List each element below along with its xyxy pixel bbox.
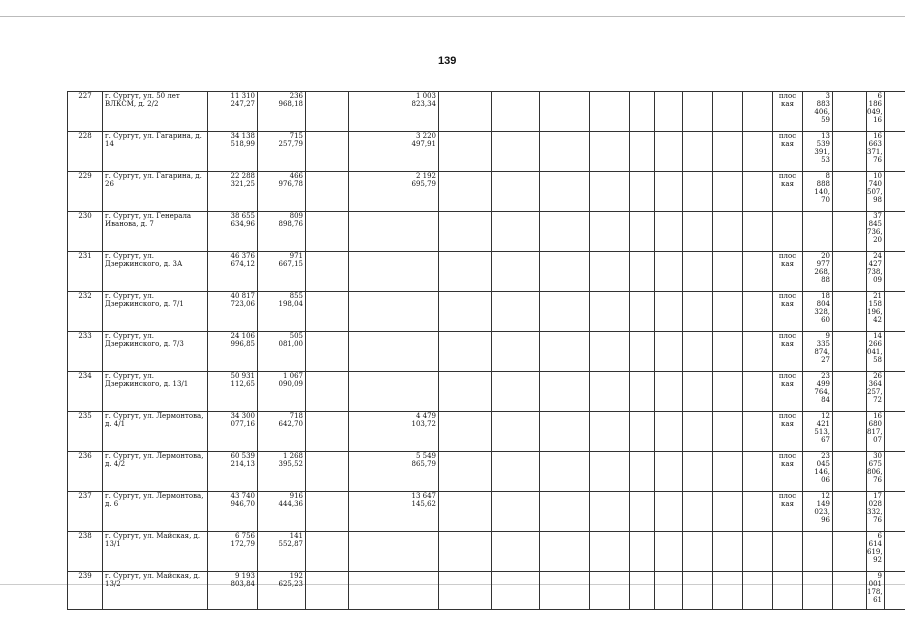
empty-cell xyxy=(630,372,655,412)
roof-type-cell: плос кая xyxy=(773,332,803,372)
roof-type-cell: плос кая xyxy=(773,92,803,132)
total-cell: 6 186 049, 16 xyxy=(867,92,885,132)
cost-b-cell: 1 268 395,52 xyxy=(258,452,306,492)
empty-cell xyxy=(713,492,743,532)
empty-cell xyxy=(713,332,743,372)
empty-cell xyxy=(683,372,713,412)
empty-cell xyxy=(492,372,540,412)
empty-cell xyxy=(306,452,349,492)
roof-type-cell: плос кая xyxy=(773,452,803,492)
empty-cell xyxy=(655,252,683,292)
empty-cell xyxy=(492,532,540,572)
empty-cell xyxy=(743,292,773,332)
empty-cell xyxy=(833,372,867,412)
empty-cell xyxy=(492,572,540,610)
empty-cell xyxy=(833,332,867,372)
empty-cell xyxy=(439,332,492,372)
empty-cell xyxy=(885,372,905,412)
empty-cell xyxy=(439,572,492,610)
row-number: 239 xyxy=(68,572,103,610)
empty-cell xyxy=(743,372,773,412)
empty-cell xyxy=(683,172,713,212)
roof-type-cell: плос кая xyxy=(773,372,803,412)
empty-cell xyxy=(885,532,905,572)
cost-a-cell: 40 817 723,06 xyxy=(208,292,258,332)
empty-cell xyxy=(713,372,743,412)
cost-a-cell: 11 310 247,27 xyxy=(208,92,258,132)
empty-cell xyxy=(833,172,867,212)
empty-cell xyxy=(713,292,743,332)
empty-cell xyxy=(655,492,683,532)
roof-type-cell: плос кая xyxy=(773,292,803,332)
empty-cell xyxy=(590,212,630,252)
empty-cell xyxy=(439,292,492,332)
roof-cost-cell: 20 977 268, 88 xyxy=(803,252,833,292)
empty-cell xyxy=(713,532,743,572)
row-number: 231 xyxy=(68,252,103,292)
empty-cell xyxy=(683,212,713,252)
page-number: 139 xyxy=(438,55,457,67)
empty-cell xyxy=(630,492,655,532)
empty-cell xyxy=(833,132,867,172)
empty-cell xyxy=(833,212,867,252)
cost-a-cell: 6 756 172,79 xyxy=(208,532,258,572)
cost-a-cell: 50 931 112,65 xyxy=(208,372,258,412)
empty-cell xyxy=(306,252,349,292)
empty-cell xyxy=(630,412,655,452)
row-number: 235 xyxy=(68,412,103,452)
empty-cell xyxy=(306,492,349,532)
total-cell: 24 427 738, 09 xyxy=(867,252,885,292)
empty-cell xyxy=(630,332,655,372)
cost-b-cell: 505 081,00 xyxy=(258,332,306,372)
empty-cell xyxy=(590,492,630,532)
empty-cell xyxy=(540,532,590,572)
cost-c-cell: 3 220 497,91 xyxy=(349,132,439,172)
row-number: 232 xyxy=(68,292,103,332)
empty-cell xyxy=(439,372,492,412)
row-number: 234 xyxy=(68,372,103,412)
cost-a-cell: 60 539 214,13 xyxy=(208,452,258,492)
cost-c-cell: 2 192 695,79 xyxy=(349,172,439,212)
scan-edge-top xyxy=(0,16,905,17)
address-cell: г. Сургут, ул. Генерала Иванова, д. 7 xyxy=(103,212,208,252)
cost-c-cell xyxy=(349,532,439,572)
address-cell: г. Сургут, ул. 50 лет ВЛКСМ, д. 2/2 xyxy=(103,92,208,132)
table-row xyxy=(68,412,905,452)
empty-cell xyxy=(439,212,492,252)
empty-cell xyxy=(590,292,630,332)
empty-cell xyxy=(630,92,655,132)
empty-cell xyxy=(743,252,773,292)
empty-cell xyxy=(590,372,630,412)
empty-cell xyxy=(630,132,655,172)
address-cell: г. Сургут, ул. Лермонтова, д. 6 xyxy=(103,492,208,532)
table-row xyxy=(68,492,905,532)
cost-c-cell: 1 003 823,34 xyxy=(349,92,439,132)
roof-cost-cell: 8 888 140, 70 xyxy=(803,172,833,212)
cost-a-cell: 38 655 634,96 xyxy=(208,212,258,252)
empty-cell xyxy=(630,572,655,610)
empty-cell xyxy=(540,572,590,610)
cost-a-cell: 46 376 674,12 xyxy=(208,252,258,292)
empty-cell xyxy=(683,452,713,492)
empty-cell xyxy=(833,252,867,292)
empty-cell xyxy=(885,412,905,452)
roof-type-cell: плос кая xyxy=(773,412,803,452)
table-row xyxy=(68,292,905,332)
empty-cell xyxy=(540,252,590,292)
empty-cell xyxy=(683,532,713,572)
empty-cell xyxy=(439,172,492,212)
cost-b-cell: 971 667,15 xyxy=(258,252,306,292)
empty-cell xyxy=(630,292,655,332)
cost-b-cell: 466 976,78 xyxy=(258,172,306,212)
empty-cell xyxy=(713,252,743,292)
empty-cell xyxy=(833,452,867,492)
total-cell: 17 028 332, 76 xyxy=(867,492,885,532)
empty-cell xyxy=(683,132,713,172)
empty-cell xyxy=(833,412,867,452)
total-cell: 6 614 619, 92 xyxy=(867,532,885,572)
empty-cell xyxy=(655,212,683,252)
empty-cell xyxy=(306,532,349,572)
empty-cell xyxy=(885,212,905,252)
empty-cell xyxy=(540,492,590,532)
empty-cell xyxy=(885,492,905,532)
total-cell: 21 158 196, 42 xyxy=(867,292,885,332)
cost-a-cell: 22 288 321,25 xyxy=(208,172,258,212)
empty-cell xyxy=(655,292,683,332)
roof-type-cell: плос кая xyxy=(773,132,803,172)
empty-cell xyxy=(713,132,743,172)
cost-c-cell xyxy=(349,292,439,332)
table-body xyxy=(68,92,905,610)
roof-type-cell: плос кая xyxy=(773,172,803,212)
empty-cell xyxy=(833,572,867,610)
cost-a-cell: 34 300 077,16 xyxy=(208,412,258,452)
empty-cell xyxy=(590,412,630,452)
empty-cell xyxy=(713,452,743,492)
empty-cell xyxy=(306,572,349,610)
empty-cell xyxy=(655,372,683,412)
empty-cell xyxy=(540,412,590,452)
empty-cell xyxy=(306,372,349,412)
table-row xyxy=(68,332,905,372)
roof-cost-cell xyxy=(803,532,833,572)
cost-c-cell xyxy=(349,332,439,372)
address-cell: г. Сургут, ул. Майская, д. 13/1 xyxy=(103,532,208,572)
total-cell: 26 364 257, 72 xyxy=(867,372,885,412)
empty-cell xyxy=(833,292,867,332)
empty-cell xyxy=(885,452,905,492)
empty-cell xyxy=(713,92,743,132)
table-row xyxy=(68,172,905,212)
empty-cell xyxy=(306,412,349,452)
total-cell: 14 266 041, 58 xyxy=(867,332,885,372)
cost-a-cell: 24 106 996,85 xyxy=(208,332,258,372)
cost-c-cell xyxy=(349,212,439,252)
empty-cell xyxy=(306,92,349,132)
empty-cell xyxy=(743,412,773,452)
cost-a-cell: 43 740 946,70 xyxy=(208,492,258,532)
empty-cell xyxy=(630,532,655,572)
empty-cell xyxy=(439,492,492,532)
empty-cell xyxy=(540,452,590,492)
row-number: 236 xyxy=(68,452,103,492)
roof-cost-cell: 9 335 874, 27 xyxy=(803,332,833,372)
empty-cell xyxy=(630,212,655,252)
table-row xyxy=(68,132,905,172)
empty-cell xyxy=(492,92,540,132)
roof-cost-cell xyxy=(803,212,833,252)
cost-c-cell xyxy=(349,252,439,292)
empty-cell xyxy=(540,92,590,132)
empty-cell xyxy=(306,292,349,332)
address-cell: г. Сургут, ул. Лермонтова, д. 4/2 xyxy=(103,452,208,492)
address-cell: г. Сургут, ул. Дзержинского, д. 3А xyxy=(103,252,208,292)
cost-c-cell xyxy=(349,372,439,412)
empty-cell xyxy=(590,572,630,610)
roof-cost-cell: 3 883 406, 59 xyxy=(803,92,833,132)
row-number: 228 xyxy=(68,132,103,172)
table-row xyxy=(68,572,905,610)
total-cell: 16 663 371, 76 xyxy=(867,132,885,172)
empty-cell xyxy=(590,172,630,212)
empty-cell xyxy=(713,412,743,452)
empty-cell xyxy=(655,92,683,132)
empty-cell xyxy=(833,492,867,532)
empty-cell xyxy=(743,212,773,252)
cost-b-cell: 192 625,23 xyxy=(258,572,306,610)
cost-c-cell: 4 479 103,72 xyxy=(349,412,439,452)
empty-cell xyxy=(885,92,905,132)
empty-cell xyxy=(590,452,630,492)
empty-cell xyxy=(655,572,683,610)
empty-cell xyxy=(492,332,540,372)
address-cell: г. Сургут, ул. Дзержинского, д. 7/3 xyxy=(103,332,208,372)
empty-cell xyxy=(743,492,773,532)
row-number: 238 xyxy=(68,532,103,572)
empty-cell xyxy=(540,212,590,252)
empty-cell xyxy=(630,172,655,212)
empty-cell xyxy=(713,212,743,252)
roof-cost-cell: 12 421 513, 67 xyxy=(803,412,833,452)
empty-cell xyxy=(540,132,590,172)
cost-b-cell: 718 642,70 xyxy=(258,412,306,452)
empty-cell xyxy=(655,412,683,452)
empty-cell xyxy=(743,172,773,212)
cost-b-cell: 236 968,18 xyxy=(258,92,306,132)
roof-cost-cell: 18 804 328, 60 xyxy=(803,292,833,332)
cost-b-cell: 715 257,79 xyxy=(258,132,306,172)
table-row xyxy=(68,452,905,492)
empty-cell xyxy=(743,92,773,132)
empty-cell xyxy=(743,572,773,610)
empty-cell xyxy=(590,132,630,172)
cost-b-cell: 1 067 090,09 xyxy=(258,372,306,412)
empty-cell xyxy=(492,252,540,292)
empty-cell xyxy=(683,252,713,292)
empty-cell xyxy=(885,292,905,332)
empty-cell xyxy=(885,132,905,172)
empty-cell xyxy=(492,172,540,212)
empty-cell xyxy=(885,252,905,292)
cost-b-cell: 916 444,36 xyxy=(258,492,306,532)
empty-cell xyxy=(683,92,713,132)
empty-cell xyxy=(655,532,683,572)
roof-type-cell xyxy=(773,212,803,252)
empty-cell xyxy=(540,172,590,212)
cost-a-cell: 9 193 803,84 xyxy=(208,572,258,610)
table-row xyxy=(68,212,905,252)
empty-cell xyxy=(439,452,492,492)
empty-cell xyxy=(833,92,867,132)
address-cell: г. Сургут, ул. Гагарина, д. 14 xyxy=(103,132,208,172)
cost-c-cell: 13 647 145,62 xyxy=(349,492,439,532)
address-cell: г. Сургут, ул. Дзержинского, д. 13/1 xyxy=(103,372,208,412)
empty-cell xyxy=(743,132,773,172)
empty-cell xyxy=(655,172,683,212)
total-cell: 16 680 817, 07 xyxy=(867,412,885,452)
cost-a-cell: 34 138 518,99 xyxy=(208,132,258,172)
row-number: 227 xyxy=(68,92,103,132)
roof-type-cell xyxy=(773,572,803,610)
roof-cost-cell xyxy=(803,572,833,610)
roof-cost-cell: 23 045 146, 06 xyxy=(803,452,833,492)
empty-cell xyxy=(439,412,492,452)
row-number: 229 xyxy=(68,172,103,212)
address-cell: г. Сургут, ул. Гагарина, д. 26 xyxy=(103,172,208,212)
empty-cell xyxy=(683,492,713,532)
empty-cell xyxy=(833,532,867,572)
row-number: 237 xyxy=(68,492,103,532)
cost-b-cell: 855 198,04 xyxy=(258,292,306,332)
total-cell: 37 845 736, 20 xyxy=(867,212,885,252)
table-row xyxy=(68,92,905,132)
total-cell: 10 740 507, 98 xyxy=(867,172,885,212)
empty-cell xyxy=(713,172,743,212)
empty-cell xyxy=(655,452,683,492)
total-cell: 9 001 178, 61 xyxy=(867,572,885,610)
table-row xyxy=(68,252,905,292)
empty-cell xyxy=(306,172,349,212)
empty-cell xyxy=(655,332,683,372)
empty-cell xyxy=(743,452,773,492)
empty-cell xyxy=(743,532,773,572)
empty-cell xyxy=(683,412,713,452)
empty-cell xyxy=(492,492,540,532)
empty-cell xyxy=(885,172,905,212)
roof-type-cell: плос кая xyxy=(773,492,803,532)
roof-cost-cell: 23 499 764, 84 xyxy=(803,372,833,412)
cost-b-cell: 809 898,76 xyxy=(258,212,306,252)
empty-cell xyxy=(492,292,540,332)
empty-cell xyxy=(492,452,540,492)
empty-cell xyxy=(540,292,590,332)
empty-cell xyxy=(492,212,540,252)
empty-cell xyxy=(590,532,630,572)
table-row xyxy=(68,532,905,572)
empty-cell xyxy=(683,292,713,332)
table-row xyxy=(68,372,905,412)
empty-cell xyxy=(306,332,349,372)
empty-cell xyxy=(630,452,655,492)
empty-cell xyxy=(492,132,540,172)
empty-cell xyxy=(306,212,349,252)
empty-cell xyxy=(885,572,905,610)
row-number: 233 xyxy=(68,332,103,372)
empty-cell xyxy=(630,252,655,292)
empty-cell xyxy=(540,332,590,372)
roof-type-cell: плос кая xyxy=(773,252,803,292)
roof-cost-cell: 12 149 023, 96 xyxy=(803,492,833,532)
empty-cell xyxy=(540,372,590,412)
cost-b-cell: 141 552,87 xyxy=(258,532,306,572)
cost-c-cell: 5 549 865,79 xyxy=(349,452,439,492)
empty-cell xyxy=(590,92,630,132)
total-cell: 30 675 806, 76 xyxy=(867,452,885,492)
empty-cell xyxy=(743,332,773,372)
empty-cell xyxy=(590,332,630,372)
empty-cell xyxy=(655,132,683,172)
empty-cell xyxy=(306,132,349,172)
empty-cell xyxy=(683,332,713,372)
empty-cell xyxy=(683,572,713,610)
cost-table xyxy=(67,91,905,610)
empty-cell xyxy=(439,132,492,172)
empty-cell xyxy=(590,252,630,292)
empty-cell xyxy=(439,532,492,572)
empty-cell xyxy=(713,572,743,610)
roof-type-cell xyxy=(773,532,803,572)
address-cell: г. Сургут, ул. Майская, д. 13/2 xyxy=(103,572,208,610)
empty-cell xyxy=(885,332,905,372)
row-number: 230 xyxy=(68,212,103,252)
empty-cell xyxy=(492,412,540,452)
empty-cell xyxy=(439,252,492,292)
empty-cell xyxy=(439,92,492,132)
cost-c-cell xyxy=(349,572,439,610)
roof-cost-cell: 13 539 391, 53 xyxy=(803,132,833,172)
address-cell: г. Сургут, ул. Лермонтова, д. 4/1 xyxy=(103,412,208,452)
address-cell: г. Сургут, ул. Дзержинского, д. 7/1 xyxy=(103,292,208,332)
